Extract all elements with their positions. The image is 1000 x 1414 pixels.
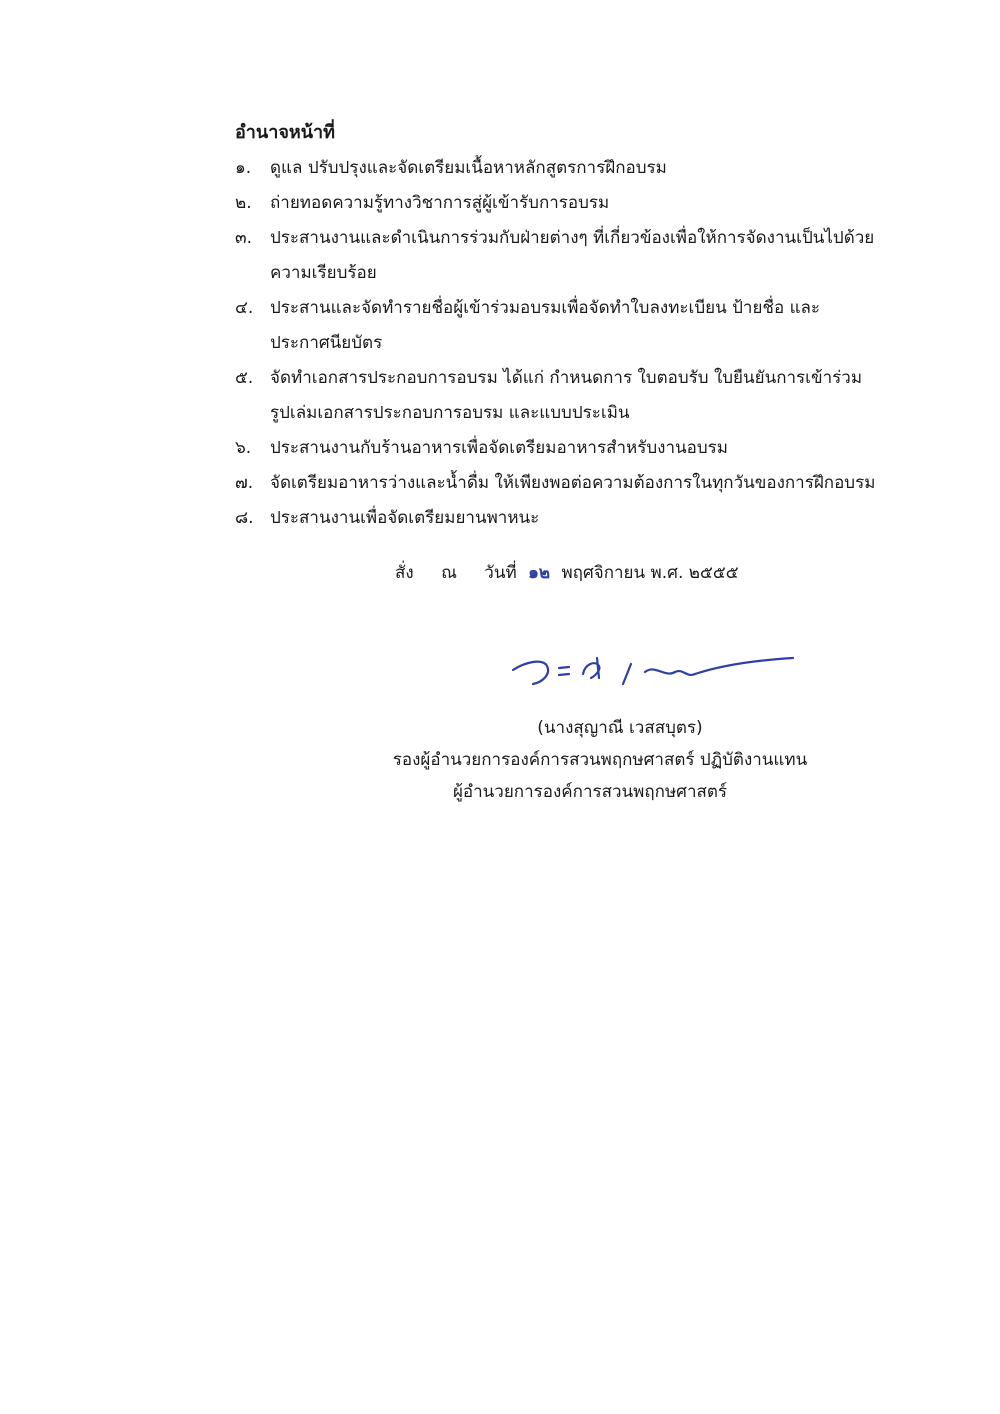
signatory-subtitle: ผู้อำนวยการองค์การสวนพฤกษศาสตร์	[452, 782, 728, 802]
duty-text-line: ประสานงานเพื่อจัดเตรียมยานพาหนะ	[270, 508, 540, 528]
duty-text-line: ดูแล ปรับปรุงและจัดเตรียมเนื้อหาหลักสูตรการฝึกอบรม	[270, 158, 667, 178]
date-day-handwritten: ๑๒	[528, 563, 551, 583]
signatory-title: รองผู้อำนวยการองค์การสวนพฤกษศาสตร์ ปฏิบัติงานแทน	[392, 750, 808, 770]
order-date-line	[395, 558, 739, 588]
handwritten-signature	[505, 648, 800, 698]
duty-text-line: ประสานงานกับร้านอาหารเพื่อจัดเตรียมอาหารสำหรับงานอบรม	[270, 438, 728, 458]
duty-number: ๕.	[235, 368, 254, 388]
duty-number: ๗.	[235, 473, 254, 493]
duty-number: ๑.	[235, 158, 252, 178]
duty-text-line: จัดทำเอกสารประกอบการอบรม ได้แก่ กำหนดการ ใบตอบรับ ใบยืนยันการเข้าร่วม	[270, 368, 863, 388]
signatory-name: (นางสุญาณี เวสสบุตร)	[537, 718, 703, 738]
duty-list	[235, 151, 875, 536]
duty-text-line: ถ่ายทอดความรู้ทางวิชาการสู่ผู้เข้ารับการอบรม	[270, 193, 610, 213]
duty-item	[235, 151, 875, 186]
duty-number: ๔.	[235, 298, 254, 318]
order-at: ณ	[441, 563, 457, 583]
section-heading: อำนาจหน้าที่	[235, 122, 336, 143]
duty-number: ๓.	[235, 228, 253, 248]
duty-item	[235, 361, 875, 431]
duty-text-line: รูปเล่มเอกสารประกอบการอบรม และแบบประเมิน	[270, 403, 630, 423]
signatory-block	[380, 712, 820, 808]
duty-item	[235, 186, 875, 221]
duty-item	[235, 221, 875, 291]
duty-number: ๘.	[235, 508, 254, 528]
date-month-year: พฤศจิกายน พ.ศ. ๒๕๕๕	[561, 563, 739, 583]
duty-text-line: จัดเตรียมอาหารว่างและน้ำดื่ม ให้เพียงพอต่อความต้องการในทุกวันของการฝึกอบรม	[270, 473, 876, 493]
duty-item	[235, 431, 875, 466]
duty-item	[235, 466, 875, 501]
duty-text-line: ประสานและจัดทำรายชื่อผู้เข้าร่วมอบรมเพื่อจัดทำใบลงทะเบียน ป้ายชื่อ และ	[270, 298, 821, 318]
duty-number: ๒.	[235, 193, 252, 213]
duty-item	[235, 501, 875, 536]
duty-number: ๖.	[235, 438, 252, 458]
order-word: สั่ง	[395, 563, 414, 583]
duty-item	[235, 291, 875, 361]
duty-text-line: ประสานงานและดำเนินการร่วมกับฝ่ายต่างๆ ที่เกี่ยวข้องเพื่อให้การจัดงานเป็นไปด้วย	[270, 228, 875, 248]
date-label: วันที่	[484, 563, 517, 583]
duty-text-line: ประกาศนียบัตร	[270, 333, 383, 353]
duty-text-line: ความเรียบร้อย	[270, 263, 377, 283]
